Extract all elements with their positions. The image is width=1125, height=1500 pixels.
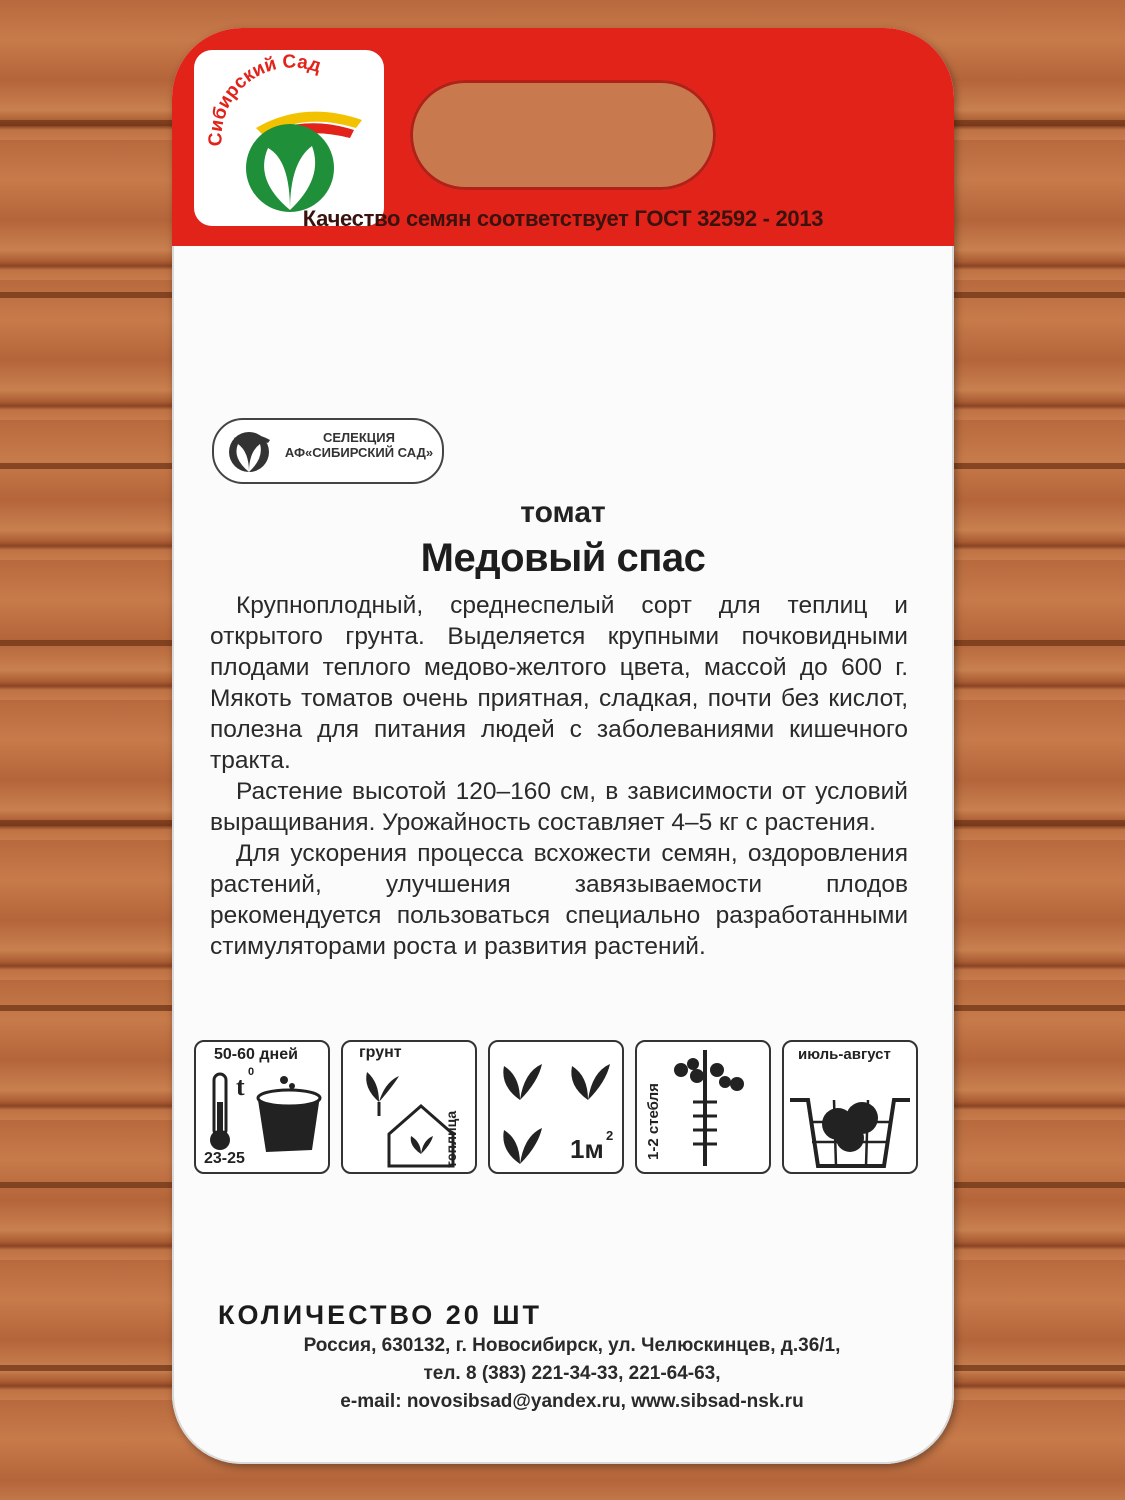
phone: тел. 8 (383) 221-34-33, 221-64-63,: [423, 1363, 721, 1384]
email-website: e-mail: novosibsad@yandex.ru, www.sibsad-nsk.ru: [340, 1391, 804, 1412]
stems-pictogram: [635, 1040, 771, 1174]
sowing-days: 50-60 дней: [214, 1046, 298, 1063]
sowing-pictogram: [194, 1040, 330, 1174]
harvest-pictogram: [782, 1040, 918, 1174]
harvest-basket-icon: [784, 1042, 916, 1172]
soil-pictogram: [341, 1040, 477, 1174]
hanging-hole: [410, 80, 716, 190]
seed-packet: [172, 28, 954, 1464]
crop-kind: томат: [520, 496, 606, 529]
stem-stake-icon: [637, 1042, 769, 1172]
selection-badge: [212, 418, 444, 484]
brand-logo: [194, 50, 384, 226]
temp-symbol: t: [236, 1072, 245, 1101]
harvest-label: июль-август: [798, 1046, 891, 1063]
address: Россия, 630132, г. Новосибирск, ул. Челюскинцев, д.36/1,: [303, 1335, 841, 1356]
temp-range: 23-25: [204, 1150, 245, 1167]
area-sup: 2: [606, 1128, 614, 1143]
description-paragraph: Для ускорения процесса всхожести семян, оздоровления растений, улучшения завязываемости плодов рекомендуется пользоваться специально разработанными стимуляторами роста и развития растений.: [210, 840, 908, 960]
logo-text: Сибирский Сад: [205, 51, 324, 147]
ground-label: грунт: [359, 1044, 402, 1061]
selection-leaf-icon: [224, 428, 274, 474]
manufacturer-contacts: [252, 1332, 892, 1416]
density-pictogram: [488, 1040, 624, 1174]
pictogram-row: [194, 1040, 924, 1176]
area-label: 1м: [570, 1134, 604, 1164]
gost-quality-line: Качество семян соответствует ГОСТ 32592 - 2013: [302, 206, 824, 231]
temp-degree: 0: [248, 1066, 255, 1078]
stems-label: 1-2 стебля: [645, 1083, 662, 1160]
description: [210, 590, 908, 962]
selection-line-2: АФ«СИБИРСКИЙ САД»: [284, 445, 434, 460]
variety-name: Медовый спас: [420, 536, 706, 580]
description-paragraph: Крупноплодный, среднеспелый сорт для теплиц и открытого грунта. Выделяется крупными почковидными плодами теплого медово-желтого цвета, массой до 600 г. Мякоть томатов очень приятная, сладкая, почти без кислот, полезна для питания людей с заболеваниями кишечного тракта.: [210, 592, 908, 774]
quantity: КОЛИЧЕСТВО 20 ШТ: [218, 1300, 542, 1330]
description-paragraph: Растение высотой 120–160 см, в зависимости от условий выращивания. Урожайность составляет 4–5 кг с растения.: [210, 778, 908, 836]
greenhouse-label: теплица: [443, 1110, 459, 1168]
selection-line-1: СЕЛЕКЦИЯ: [323, 430, 395, 445]
